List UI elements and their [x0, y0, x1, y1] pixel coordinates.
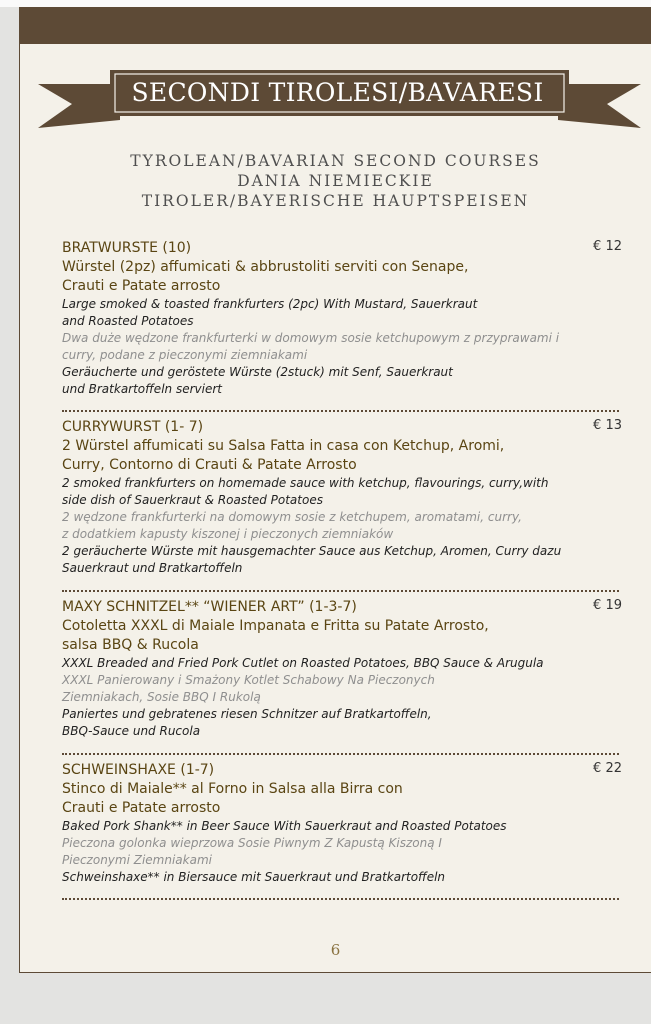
dish-price: € 19 [593, 598, 622, 613]
dish-description-polish: Pieczona golonka wieprzowa Sosie Piwnym Z Kapustą Kiszoną I Pieczonymi Ziemniakami [62, 836, 442, 867]
page-number: 6 [330, 941, 341, 959]
dish-bratwurste [62, 239, 622, 398]
subtitle-polish: DANIA NIEMIECKIE [237, 172, 434, 190]
dish-price: € 13 [593, 418, 622, 433]
section-divider [62, 898, 619, 900]
dish-title: CURRYWURST (1- 7) [62, 419, 204, 435]
dish-description-german: Geräucherte und geröstete Würste (2stuck) mit Senf, Sauerkraut und Bratkartoffeln serviert [62, 365, 453, 396]
section-divider [62, 590, 619, 592]
subtitle-english: TYROLEAN/BAVARIAN SECOND COURSES [130, 152, 541, 170]
dish-currywurst [62, 418, 622, 577]
screen-top-strip [0, 0, 651, 7]
dish-description-english: XXXL Breaded and Fried Pork Cutlet on Roasted Potatoes, BBQ Sauce & Arugula [62, 656, 544, 670]
dish-description-polish: Dwa duże wędzone frankfurterki w domowym sosie ketchupowym z przyprawami i curry, podane z pieczonymi ziemniakami [62, 331, 560, 362]
dish-description-german: 2 geräucherte Würste mit hausgemachter Sauce aus Ketchup, Aromen, Curry dazu Sauerkraut und Bratkartoffeln [62, 544, 562, 575]
page-title: SECONDI TIROLESI/BAVARESI [131, 78, 544, 107]
dish-price: € 22 [593, 761, 622, 776]
dish-description-german: Paniertes und gebratenes riesen Schnitzer auf Bratkartoffeln, BBQ-Sauce und Rucola [62, 707, 432, 738]
dish-description-english: 2 smoked frankfurters on homemade sauce with ketchup, flavourings, curry,with side dish of Sauerkraut & Roasted Potatoes [62, 476, 549, 507]
ribbon-left-tail [38, 84, 120, 128]
dish-description-polish: XXXL Panierowany i Smażony Kotlet Schabowy Na Pieczonych Ziemniakach, Sosie BBQ I Rukolą [62, 673, 435, 704]
dish-title: BRATWURSTE (10) [62, 240, 192, 256]
section-divider [62, 410, 619, 412]
dish-price: € 12 [593, 239, 622, 254]
dish-description-german: Schweinshaxe** in Biersauce mit Sauerkraut und Bratkartoffeln [62, 870, 446, 884]
dish-description-italian: Cotoletta XXXL di Maiale Impanata e Fritta su Patate Arrosto, salsa BBQ & Rucola [62, 618, 489, 653]
dish-maxy-schnitzel [62, 598, 622, 740]
dish-description-italian: Stinco di Maiale** al Forno in Salsa alla Birra con Crauti e Patate arrosto [62, 781, 403, 816]
subtitle-german: TIROLER/BAYERISCHE HAUPTSPEISEN [141, 192, 530, 210]
dish-description-english: Large smoked & toasted frankfurters (2pc) With Mustard, Sauerkraut and Roasted Potatoes [62, 297, 478, 328]
dish-description-polish: 2 wędzone frankfurterki na domowym sosie z ketchupem, aromatami, curry, z dodatkiem kapusty kiszonej i pieczonych ziemniaków [62, 510, 522, 541]
dish-title: MAXY SCHNITZEL** “WIENER ART” (1-3-7) [62, 599, 357, 615]
section-divider [62, 753, 619, 755]
dish-description-english: Baked Pork Shank** in Beer Sauce With Sauerkraut and Roasted Potatoes [62, 819, 507, 833]
dish-description-italian: 2 Würstel affumicati su Salsa Fatta in casa con Ketchup, Aromi, Curry, Contorno di Crauti & Patate Arrosto [62, 438, 505, 473]
dish-description-italian: Würstel (2pz) affumicati & abbrustoliti serviti con Senape, Crauti e Patate arrosto [62, 259, 469, 294]
ribbon-right-tail [558, 84, 641, 128]
dish-title: SCHWEINSHAXE (1-7) [62, 762, 215, 778]
dish-schweinshaxe [62, 761, 622, 886]
